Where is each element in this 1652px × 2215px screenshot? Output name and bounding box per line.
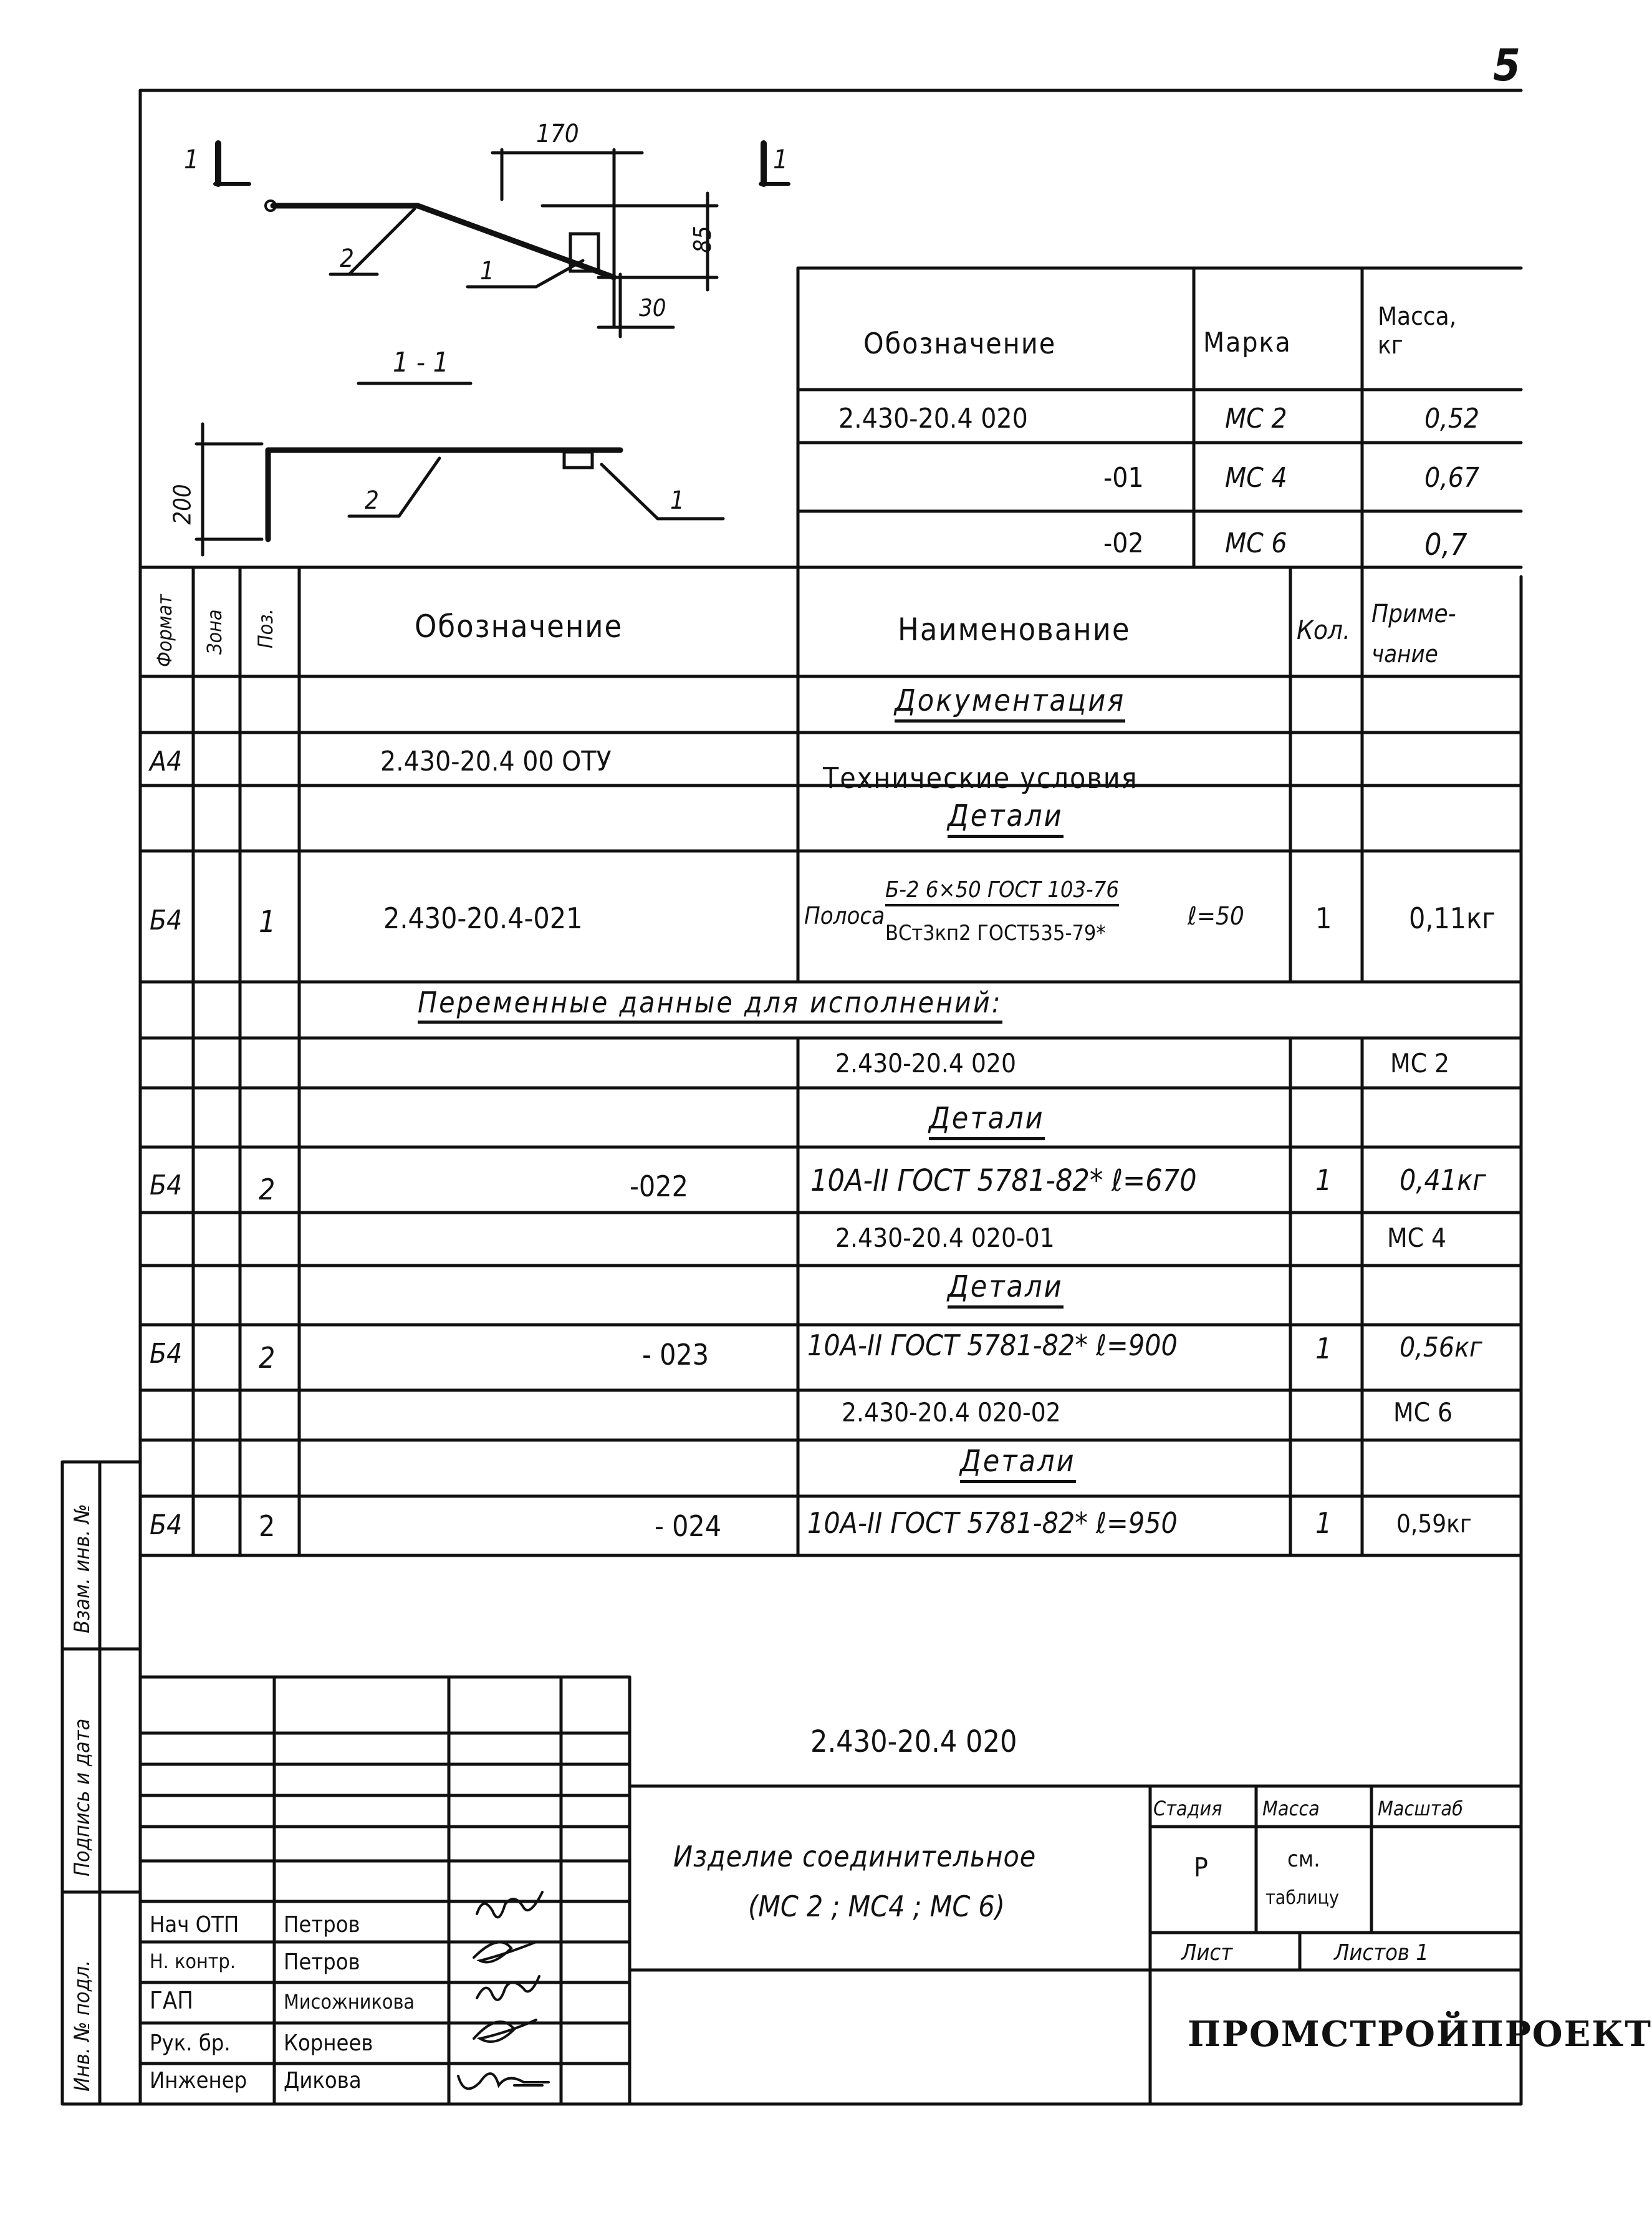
mass-value-line1: см. xyxy=(1287,1847,1320,1872)
marks-row-2-mark: МС 4 xyxy=(1225,462,1287,494)
row-note: 0,56кг xyxy=(1400,1332,1482,1363)
part-sketch-section xyxy=(196,424,723,555)
spec-header-pos: Поз. xyxy=(254,608,277,648)
part-sketch-top xyxy=(215,143,789,383)
spec-table-lines xyxy=(140,567,1521,1555)
spec-header-qty: Кол. xyxy=(1297,615,1351,645)
row-designation: -022 xyxy=(630,1170,688,1203)
section-label: 1 - 1 xyxy=(393,347,449,378)
row-note: 0,41кг xyxy=(1400,1163,1486,1197)
marks-row-2-designation: -01 xyxy=(1103,462,1144,494)
doc-code: 2.430-20.4 020 xyxy=(810,1724,1017,1759)
row-note: МС 6 xyxy=(1393,1397,1453,1428)
signer-name: Петров xyxy=(284,1912,360,1938)
page-number: 5 xyxy=(1493,40,1520,91)
row-format: Б4 xyxy=(150,1338,183,1370)
marks-row-3-mass: 0,7 xyxy=(1424,527,1467,562)
stage-label: Стадия xyxy=(1153,1797,1222,1820)
spec-header-note-line2: чание xyxy=(1371,640,1438,668)
signer-role: ГАП xyxy=(150,1987,193,2014)
title-line-1: Изделие соединительное xyxy=(673,1840,1037,1873)
side-stamp-inventory: Инв. № подл. xyxy=(70,1959,95,2092)
marks-row-1-mark: МС 2 xyxy=(1225,403,1287,435)
marks-header-designation: Обозначение xyxy=(863,327,1057,360)
section-heading-parts: Детали xyxy=(948,1272,1064,1309)
section-leader-label-2: 2 xyxy=(365,486,379,515)
section-heading-parts: Детали xyxy=(929,1103,1045,1140)
row-quantity: 1 xyxy=(1315,901,1332,935)
title-line-2: (МС 2 ; МС4 ; МС 6) xyxy=(748,1890,1005,1923)
row-format: Б4 xyxy=(150,1509,183,1541)
stage-value: Р xyxy=(1194,1852,1208,1883)
dim-170: 170 xyxy=(536,120,579,148)
sheet-label: Лист xyxy=(1181,1940,1233,1966)
marks-row-1-designation: 2.430-20.4 020 xyxy=(838,403,1028,435)
row-name: 2.430-20.4 020-01 xyxy=(835,1223,1055,1253)
row-note: 0,11кг xyxy=(1409,901,1496,935)
signer-role: Рук. бр. xyxy=(150,2030,231,2056)
marks-row-2-mass: 0,67 xyxy=(1424,462,1480,494)
row-name: 2.430-20.4 020 xyxy=(835,1048,1016,1079)
signer-role: Нач ОТП xyxy=(150,1912,239,1938)
dim-85: 85 xyxy=(688,226,716,253)
spec-header-zone: Зона xyxy=(203,609,226,655)
marks-header-mark: Марка xyxy=(1203,327,1292,358)
spec-header-designation: Обозначение xyxy=(415,608,623,645)
section-mark-right: 1 xyxy=(773,144,789,175)
leader-label-2: 2 xyxy=(340,244,354,273)
section-heading-parts: Детали xyxy=(948,801,1064,838)
row-position: 2 xyxy=(259,1509,276,1543)
signer-name: Дикова xyxy=(284,2068,362,2093)
row-quantity: 1 xyxy=(1315,1506,1332,1540)
leader-label-1: 1 xyxy=(480,257,494,286)
section-heading-parts: Детали xyxy=(960,1446,1076,1483)
row-position: 1 xyxy=(259,905,276,939)
signer-role: Инженер xyxy=(150,2068,247,2093)
row-note: 0,59кг xyxy=(1396,1510,1472,1539)
row-designation: 2.430-20.4 00 ОТУ xyxy=(380,746,612,777)
mass-value-line2: таблицу xyxy=(1265,1887,1340,1909)
signer-name: Мисожникова xyxy=(284,1990,415,2014)
spec-header-note-line1: Приме- xyxy=(1371,600,1456,628)
side-stamp-vzam: Взам. инв. № xyxy=(70,1504,95,1633)
section-heading-variable-data: Переменные данные для исполнений: xyxy=(418,988,1002,1024)
marks-row-3-designation: -02 xyxy=(1103,527,1144,559)
marks-row-3-mark: МС 6 xyxy=(1225,527,1287,559)
row-name: 10А-II ГОСТ 5781-82* ℓ=950 xyxy=(807,1506,1178,1540)
row-format: Б4 xyxy=(150,1170,183,1201)
row-name: 10А-II ГОСТ 5781-82* ℓ=900 xyxy=(807,1329,1178,1362)
row-material-grade: ВСт3кп2 ГОСТ535-79* xyxy=(885,921,1106,946)
row-material-profile: Б-2 6×50 ГОСТ 103-76 xyxy=(885,879,1119,906)
side-stamp-signature-date: Подпись и дата xyxy=(70,1718,95,1876)
row-format: Б4 xyxy=(150,905,183,936)
row-format: А4 xyxy=(150,746,183,777)
section-leader-label-1: 1 xyxy=(670,486,684,515)
row-name: 2.430-20.4 020-02 xyxy=(842,1397,1061,1428)
spec-header-format: Формат xyxy=(153,594,176,667)
row-name: Технические условия xyxy=(823,761,1138,795)
signer-name: Петров xyxy=(284,1949,360,1975)
row-designation: 2.430-20.4-021 xyxy=(383,901,583,935)
signer-role: Н. контр. xyxy=(150,1949,236,1973)
row-note: МС 2 xyxy=(1390,1048,1450,1079)
scale-label: Масштаб xyxy=(1378,1797,1463,1820)
row-quantity: 1 xyxy=(1315,1332,1332,1365)
section-heading-documentation: Документация xyxy=(895,686,1125,723)
row-designation: - 024 xyxy=(655,1509,722,1543)
row-position: 2 xyxy=(259,1341,276,1375)
row-length: ℓ=50 xyxy=(1188,902,1244,931)
sheets-label: Листов 1 xyxy=(1334,1940,1429,1966)
dim-200: 200 xyxy=(168,484,196,525)
row-note: МС 4 xyxy=(1387,1223,1447,1253)
section-mark-left: 1 xyxy=(184,144,199,175)
company-name: ПРОМСТРОЙПРОЕКТ xyxy=(1188,2014,1652,2055)
marks-row-1-mass: 0,52 xyxy=(1424,403,1480,435)
row-quantity: 1 xyxy=(1315,1163,1332,1197)
marks-header-mass: Масса, кг xyxy=(1378,302,1457,360)
row-name: Полоса xyxy=(804,902,885,930)
signer-name: Корнеев xyxy=(284,2030,373,2056)
signatures xyxy=(458,1892,549,2088)
row-name: 10А-II ГОСТ 5781-82* ℓ=670 xyxy=(810,1163,1197,1198)
dim-30: 30 xyxy=(639,294,666,322)
spec-header-name: Наименование xyxy=(898,612,1131,648)
row-designation: - 023 xyxy=(642,1338,709,1372)
mass-label: Масса xyxy=(1262,1797,1320,1820)
row-position: 2 xyxy=(259,1173,276,1206)
